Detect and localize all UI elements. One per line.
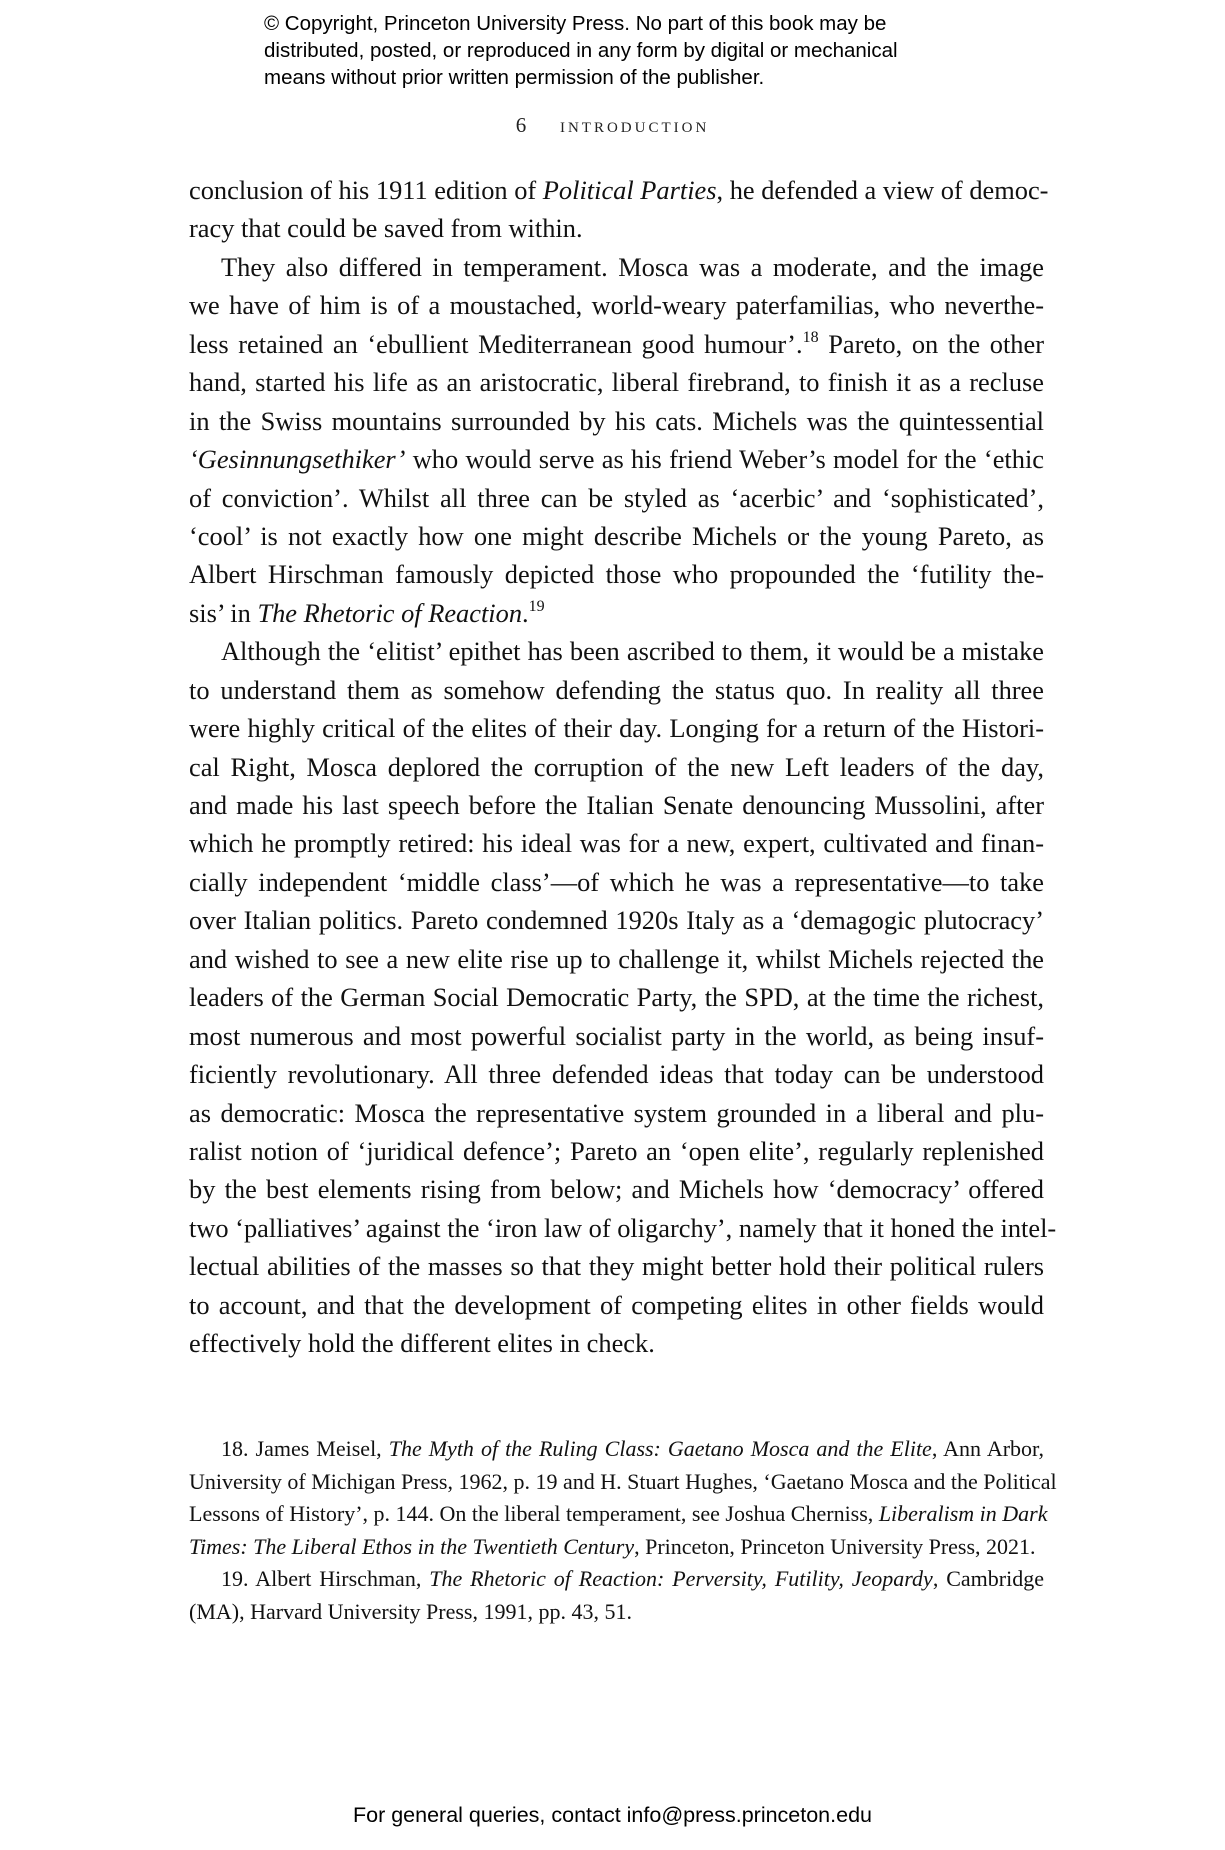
page-number: 6 [515,113,527,137]
copyright-notice [264,10,984,91]
copyright-line: distributed, posted, or reproduced in any form by digital or mechanical [264,39,898,62]
text-line: less retained an ‘ebullient Mediterranean good humour’.$^{18}$ Pareto, on the other [189,328,1044,359]
text-line: by the best elements rising from below; and Michels how ‘democracy’ offered [189,1174,1044,1205]
main-text [189,171,1057,1363]
text-line: conclusion of his 1911 edition of Political Parties, he defended a view of democ- [189,175,1049,205]
text-line: ‘Gesinnungsethiker’ who would serve as his friend Weber’s model for the ‘ethic [189,444,1044,475]
text-line: racy that could be saved from within. [189,213,583,244]
text-line: of conviction’. Whilst all three can be styled as ‘acerbic’ and ‘sophisticated’, [189,482,1044,513]
text-line: lectual abilities of the masses so that they might better hold their political rulers [189,1251,1044,1282]
text-line: were highly critical of the elites of their day. Longing for a return of the Histori- [189,713,1044,744]
copyright-line: © Copyright, Princeton University Press. No part of this book may be [264,12,887,35]
text-line: They also differed in temperament. Mosca was a moderate, and the image [221,251,1044,282]
text-line: leaders of the German Social Democratic Party, the SPD, at the time the richest, [189,982,1044,1013]
text-line: ralist notion of ‘juridical defence’; Pareto an ‘open elite’, regularly replenished [189,1135,1044,1166]
running-title: introduction [559,112,710,137]
text-line: Although the ‘elitist’ epithet has been ascribed to them, it would be a mistake [221,636,1044,667]
text-line: effectively hold the different elites in check. [189,1328,655,1359]
text-line: sis’ in The Rhetoric of Reaction.$^{19}$ [189,597,545,628]
text-line: to account, and that the development of competing elites in other fields would [189,1289,1044,1320]
text-line: to understand them as somehow defending the status quo. In reality all three [189,674,1044,705]
text-line: most numerous and most powerful socialist party in the world, as being insuf- [189,1020,1044,1051]
footnote-line: (MA), Harvard University Press, 1991, pp. 43, 51. [189,1598,632,1624]
text-line: and wished to see a new elite rise up to challenge it, whilst Michels rejected the [189,943,1044,974]
text-line: in the Swiss mountains surrounded by his cats. Michels was the quintessential [189,405,1044,436]
text-line: as democratic: Mosca the representative system grounded in a liberal and plu- [189,1097,1044,1128]
footnotes [189,1433,1057,1628]
text-line: we have of him is of a moustached, world-weary paterfamilias, who neverthe- [189,290,1044,321]
footnote-ref-18[interactable]: 18 [802,328,819,346]
footnote-line: University of Michigan Press, 1962, p. 19 and H. Stuart Hughes, ‘Gaetano Mosca and the Political [189,1468,1057,1494]
footnote-ref-19[interactable]: 19 [528,597,545,615]
running-head [0,112,1225,138]
text-line: cal Right, Mosca deplored the corruption of the new Left leaders of the day, [189,751,1044,782]
footnote-18: 18. James Meisel, The Myth of the Ruling Class: Gaetano Mosca and the Elite, Ann Arbor, [221,1436,1044,1461]
text-line: over Italian politics. Pareto condemned 1920s Italy as a ‘demagogic plutocracy’ [189,905,1044,936]
text-line: Albert Hirschman famously depicted those who propounded the ‘futility the- [189,559,1044,590]
text-line: two ‘palliatives’ against the ‘iron law of oligarchy’, namely that it honed the intel- [189,1212,1057,1243]
text-line: which he promptly retired: his ideal was for a new, expert, cultivated and finan- [189,828,1044,859]
footnote-19: 19. Albert Hirschman, The Rhetoric of Reaction: Perversity, Futility, Jeopardy, Cambridge [221,1566,1044,1591]
text-line: and made his last speech before the Italian Senate denouncing Mussolini, after [189,790,1044,820]
text-line: cially independent ‘middle class’—of which he was a representative—to take [189,866,1044,897]
footnote-line: Times: The Liberal Ethos in the Twentieth Century, Princeton, Princeton University Press, 2021. [189,1533,1036,1559]
footnote-line: Lessons of History’, p. 144. On the liberal temperament, see Joshua Cherniss, Liberalism in Dark [189,1501,1048,1526]
text-line: hand, started his life as an aristocratic, liberal firebrand, to finish it as a recluse [189,367,1044,398]
copyright-line: means without prior written permission of the publisher. [264,66,765,89]
text-line: ficiently revolutionary. All three defended ideas that today can be understood [189,1059,1044,1090]
contact-footer: For general queries, contact info@press.princeton.edu [352,1803,872,1827]
text-line: ‘cool’ is not exactly how one might describe Michels or the young Pareto, as [189,520,1044,551]
